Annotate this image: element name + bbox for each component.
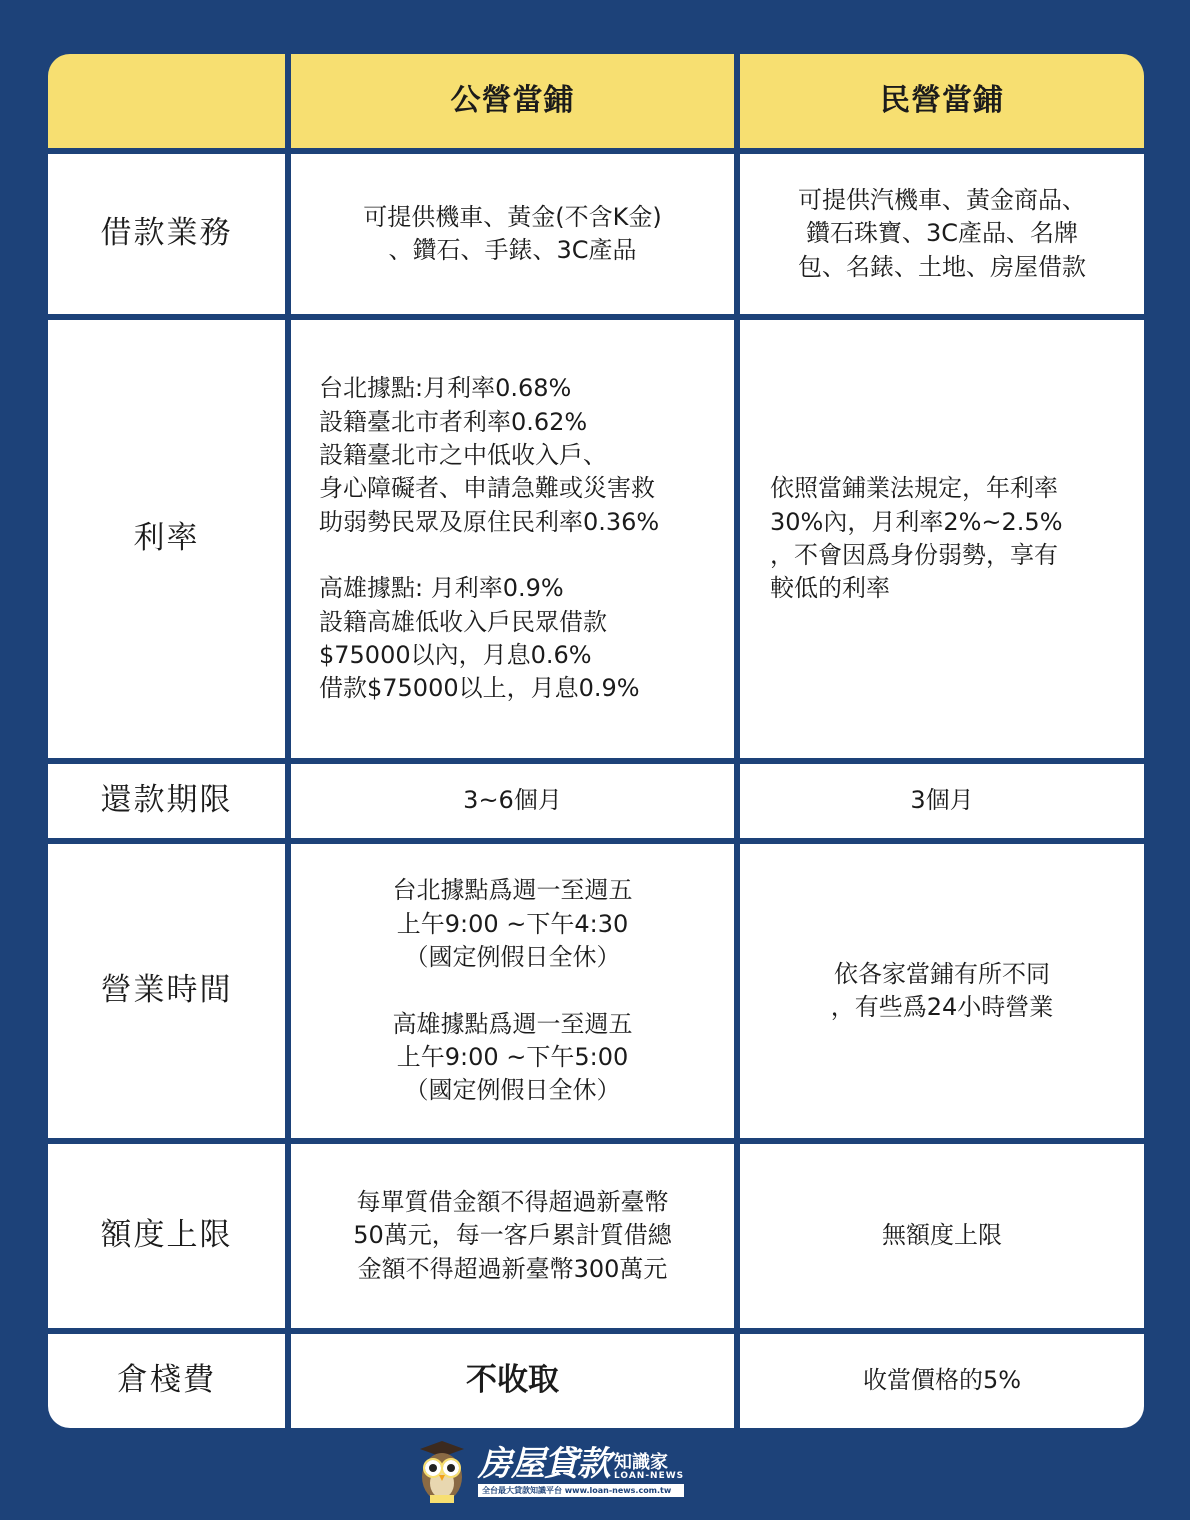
- brand-subtitle: 知識家: [614, 1452, 668, 1473]
- brand-name: 房屋貸款: [478, 1444, 610, 1484]
- row-label-loan-business: 借款業務: [48, 154, 285, 314]
- cell-private-credit-limit: 無額度上限: [740, 1144, 1144, 1328]
- header-private-pawnshop: 民營當鋪: [740, 54, 1144, 148]
- row-label-credit-limit: 額度上限: [48, 1144, 285, 1328]
- owl-mascot-icon: [416, 1437, 468, 1507]
- cell-private-loan-business: 可提供汽機車、黃金商品、 鑽石珠寶、3C產品、名牌 包、名錶、土地、房屋借款: [740, 154, 1144, 314]
- row-label-repayment-period: 還款期限: [48, 764, 285, 838]
- cell-private-repayment-period: 3個月: [740, 764, 1144, 838]
- row-label-interest-rate: 利率: [48, 320, 285, 758]
- cell-public-repayment-period: 3~6個月: [291, 764, 734, 838]
- brand-tagline: 全台最大貸款知識平台 www.loan-news.com.tw: [478, 1484, 684, 1497]
- row-label-storage-fee: 倉棧費: [48, 1334, 285, 1428]
- row-label-business-hours: 營業時間: [48, 844, 285, 1138]
- comparison-table: [48, 54, 1144, 1428]
- cell-public-loan-business: 可提供機車、黃金(不含K金) 、鑽石、手錶、3C產品: [291, 154, 734, 314]
- cell-public-interest-rate: 台北據點:月利率0.68% 設籍臺北市者利率0.62% 設籍臺北市之中低收入戶、 身心障礙者、申請急難或災害救 助弱勢民眾及原住民利率0.36% 高雄據點: 月利率0.9% 設籍高雄低收入戶民眾借款 $75000以內，月息0.6% 借款$75000以上，月息0.9%: [291, 320, 734, 758]
- brand-english: LOAN-NEWS: [614, 1471, 685, 1481]
- cell-public-business-hours: 台北據點爲週一至週五 上午9:00 ~下午4:30 （國定例假日全休） 高雄據點爲週一至週五 上午9:00 ~下午5:00 （國定例假日全休）: [291, 844, 734, 1138]
- cell-private-business-hours: 依各家當鋪有所不同 ，有些爲24小時營業: [740, 844, 1144, 1138]
- header-public-pawnshop: 公營當鋪: [291, 54, 734, 148]
- brand-footer: [416, 1437, 710, 1507]
- cell-public-credit-limit: 每單質借金額不得超過新臺幣 50萬元，每一客戶累計質借總 金額不得超過新臺幣300萬元: [291, 1144, 734, 1328]
- cell-public-storage-fee: 不收取: [291, 1334, 734, 1428]
- cell-private-interest-rate: 依照當鋪業法規定，年利率 30%內，月利率2%~2.5% ，不會因爲身份弱勢，享有 較低的利率: [740, 320, 1144, 758]
- header-corner: [48, 54, 285, 148]
- cell-private-storage-fee: 收當價格的5%: [740, 1334, 1144, 1428]
